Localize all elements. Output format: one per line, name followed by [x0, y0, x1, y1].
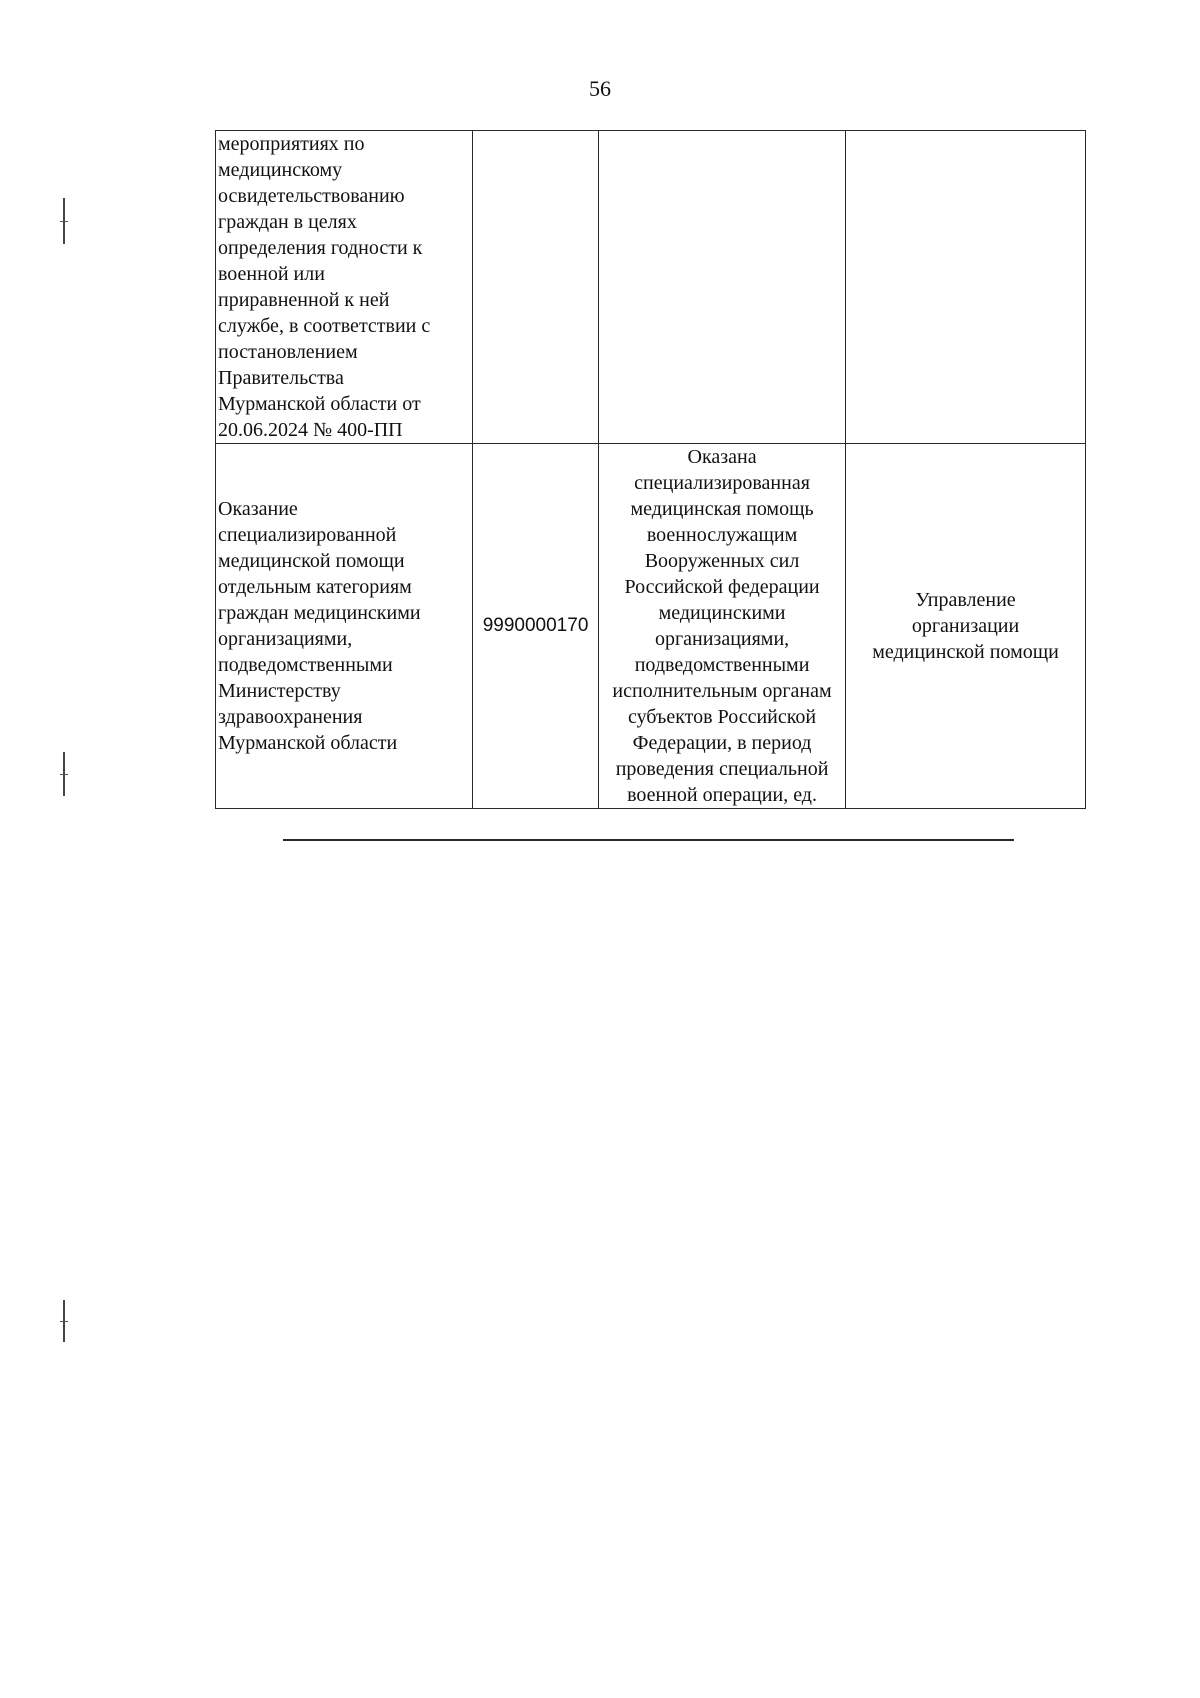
event-name-cell: Оказание специализированной медицинской помощи отдельным категориям граждан медицинскими организациями, подведомственными Министерству здравоохранения Мурманской области — [216, 444, 473, 809]
table-row — [216, 131, 1086, 444]
document-table — [215, 130, 1086, 809]
table-row — [216, 444, 1086, 809]
event-name-cell: мероприятиях по медицинскому освидетельствованию граждан в целях определения годности к военной или приравненной к ней службе, в соответствии с постановлением Правительства Мурманской области от 20.06.2024 № 400-ПП — [216, 131, 473, 444]
end-of-document-rule — [283, 839, 1014, 841]
result-cell — [599, 131, 846, 444]
binding-hole-mark — [63, 198, 65, 244]
department-cell — [846, 131, 1086, 444]
budget-code-cell — [473, 131, 599, 444]
department-cell: Управление организации медицинской помощи — [846, 444, 1086, 809]
binding-hole-mark — [63, 752, 65, 796]
result-cell: Оказана специализированная медицинская помощь военнослужащим Вооруженных сил Российской федерации медицинскими организациями, подведомственными исполнительным органам субъектов Российской Федерации, в период проведения специальной военной операции, ед. — [599, 444, 846, 809]
page-number: 56 — [589, 76, 611, 101]
budget-code-cell: 9990000170 — [473, 444, 599, 809]
binding-hole-mark — [63, 1300, 65, 1342]
